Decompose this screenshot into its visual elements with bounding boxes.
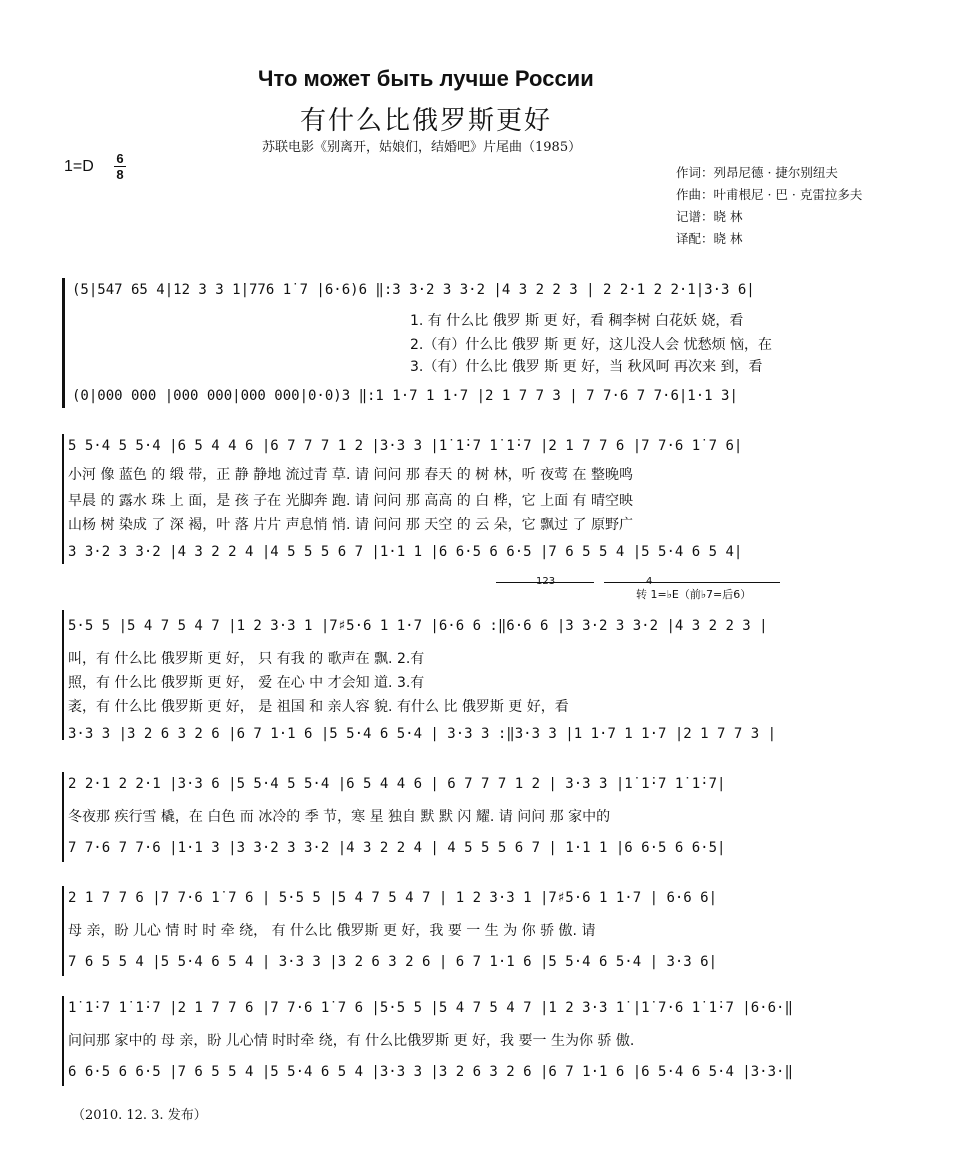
melody-line: 1̇ 1̇·7 1̇ 1̇·7 |2 1 7 7 6 |7 7·6 1̇ 7 6 |5·5 5 |5 4 7 5 4 7 |1 2 3·3 1̇ |1̇ 7·6 1̇ 1̇·7 |6·6·‖ — [68, 1000, 793, 1016]
publish-date: （2010. 12. 3. 发布） — [72, 1108, 207, 1123]
subtitle: 苏联电影《别离开，姑娘们，结婚吧》片尾曲（1985） — [262, 140, 582, 155]
harmony-line: (0|000 000 |000 000|000 000|0·0)3 ‖:1 1·7 1 1·7 |2 1 7 7 3 | 7 7·6 7 7·6|1·1 3| — [72, 388, 738, 404]
harmony-line: 7 6 5 5 4 |5 5·4 6 5 4 | 3·3 3 |3 2 6 3 2 6 | 6 7 1·1 6 |5 5·4 6 5·4 | 3·3 6| — [68, 954, 718, 970]
credit-transcriber: 记谱：晓 林 — [676, 209, 743, 224]
harmony-line: 6 6·5 6 6·5 |7 6 5 5 4 |5 5·4 6 5 4 |3·3 3 |3 2 6 3 2 6 |6 7 1·1 6 |6 5·4 6 5·4 |3·3·‖ — [68, 1064, 793, 1080]
system-bracket — [62, 772, 64, 862]
melody-line: (5|547 65 4|12 3 3 1̇|776 1̇ 7 |6·6)6 ‖:3 3·2 3 3·2 |4 3 2 2 3 | 2 2·1 2 2·1|3·3 6| — [72, 282, 755, 298]
lyric-line: 小河 像 蓝色 的 缎 带，正 静 静地 流过青 草. 请 问问 那 春天 的 树 林，听 夜莺 在 整晚鸣 — [68, 467, 634, 483]
harmony-line: 3·3 3 |3 2 6 3 2 6 |6 7 1·1 6 |5 5·4 6 5·4 | 3·3 3 :‖3·3 3 |1 1·7 1 1·7 |2 1 7 7 3 | — [68, 726, 777, 742]
time-signature — [114, 152, 126, 181]
lyric-line: 3.（有）什么比 俄罗 斯 更 好，当 秋风呵 再次来 到，看 — [410, 359, 763, 375]
modulation-note: 转 1=♭E（前♭7=后6） — [636, 588, 752, 601]
harmony-line: 3 3·2 3 3·2 |4 3 2 2 4 |4 5 5 5 6 7 |1·1 1 |6 6·5 6 6·5 |7 6 5 5 4 |5 5·4 6 5 4| — [68, 544, 743, 560]
melody-line: 5·5 5 |5 4 7 5 4 7 |1 2 3·3 1 |7♯5·6 1 1·7 |6·6 6 :‖6·6 6 |3 3·2 3 3·2 |4 3 2 2 3 | — [68, 618, 768, 634]
credit-composer: 作曲：叶甫根尼 · 巴 · 克雷拉多夫 — [676, 187, 863, 202]
title-chinese: 有什么比俄罗斯更好 — [300, 106, 553, 136]
volta-bracket-2 — [604, 582, 780, 583]
melody-line: 2 1 7 7 6 |7 7·6 1̇ 7 6 | 5·5 5 |5 4 7 5 4 7 | 1 2 3·3 1 |7♯5·6 1 1·7 | 6·6 6| — [68, 890, 718, 906]
system-bracket — [62, 434, 64, 564]
lyric-line: 母 亲，盼 儿心 情 时 时 牵 绕， 有 什么比 俄罗斯 更 好，我 要 一 生 为 你 骄 傲. 请 — [68, 923, 596, 939]
title-russian: Что может быть лучше России — [258, 66, 594, 91]
system-bracket — [62, 886, 64, 976]
melody-line: 2 2·1 2 2·1 |3·3 6 |5 5·4 5 5·4 |6 5 4 4 6 | 6 7 7 7 1 2 | 3·3 3 |1̇ 1̇·7 1̇ 1̇·7| — [68, 776, 726, 792]
volta-label-1: 123 — [536, 576, 556, 587]
system-bracket — [62, 610, 64, 740]
harmony-line: 7 7·6 7 7·6 |1·1 3 |3 3·2 3 3·2 |4 3 2 2 4 | 4 5 5 5 6 7 | 1·1 1 |6 6·5 6 6·5| — [68, 840, 726, 856]
lyric-line: 问问那 家中的 母 亲，盼 儿心情 时时牵 绕，有 什么比俄罗斯 更 好，我 要一 生为你 骄 傲. — [68, 1033, 635, 1049]
lyric-line: 叫，有 什么比 俄罗斯 更 好， 只 有我 的 歌声在 飘. 2.有 — [68, 651, 425, 667]
lyric-line: 2.（有）什么比 俄罗 斯 更 好，这儿没人会 忧愁烦 恼，在 — [410, 337, 773, 353]
system-bracket — [62, 996, 64, 1086]
volta-label-2: 4 — [646, 576, 653, 587]
lyric-line: 山杨 树 染成 了 深 褐，叶 落 片片 声息悄 悄. 请 问问 那 天空 的 云 朵，它 飘过 了 原野广 — [68, 517, 634, 533]
key-signature: 1=D — [64, 158, 94, 175]
credit-translator: 译配：晓 林 — [676, 231, 743, 246]
credits — [676, 162, 862, 250]
lyric-line: 冬夜那 疾行雪 橇，在 白色 而 冰冷的 季 节，寒 星 独自 默 默 闪 耀. 请 问问 那 家中的 — [68, 809, 611, 825]
lyric-line: 早晨 的 露水 珠 上 面，是 孩 子在 光脚奔 跑. 请 问问 那 高高 的 白 桦，它 上面 有 晴空映 — [68, 493, 634, 509]
system-bracket — [62, 278, 65, 408]
time-signature-top: 6 — [116, 151, 124, 166]
melody-line: 5 5·4 5 5·4 |6 5 4 4 6 |6 7 7 7 1 2 |3·3 3 |1̇ 1̇·7 1̇ 1̇·7 |2 1 7 7 6 |7 7·6 1̇ 7 6| — [68, 438, 743, 454]
credit-lyricist: 作词：列昂尼德 · 捷尔别纽夫 — [676, 165, 838, 180]
time-signature-bottom: 8 — [116, 167, 124, 182]
lyric-line: 袤，有 什么比 俄罗斯 更 好， 是 祖国 和 亲人容 貌. 有什么 比 俄罗斯 更 好，看 — [68, 699, 569, 715]
lyric-line: 照，有 什么比 俄罗斯 更 好， 爱 在心 中 才会知 道. 3.有 — [68, 675, 425, 691]
lyric-line: 1. 有 什么比 俄罗 斯 更 好，看 稠李树 白花妖 娆，看 — [410, 313, 744, 329]
